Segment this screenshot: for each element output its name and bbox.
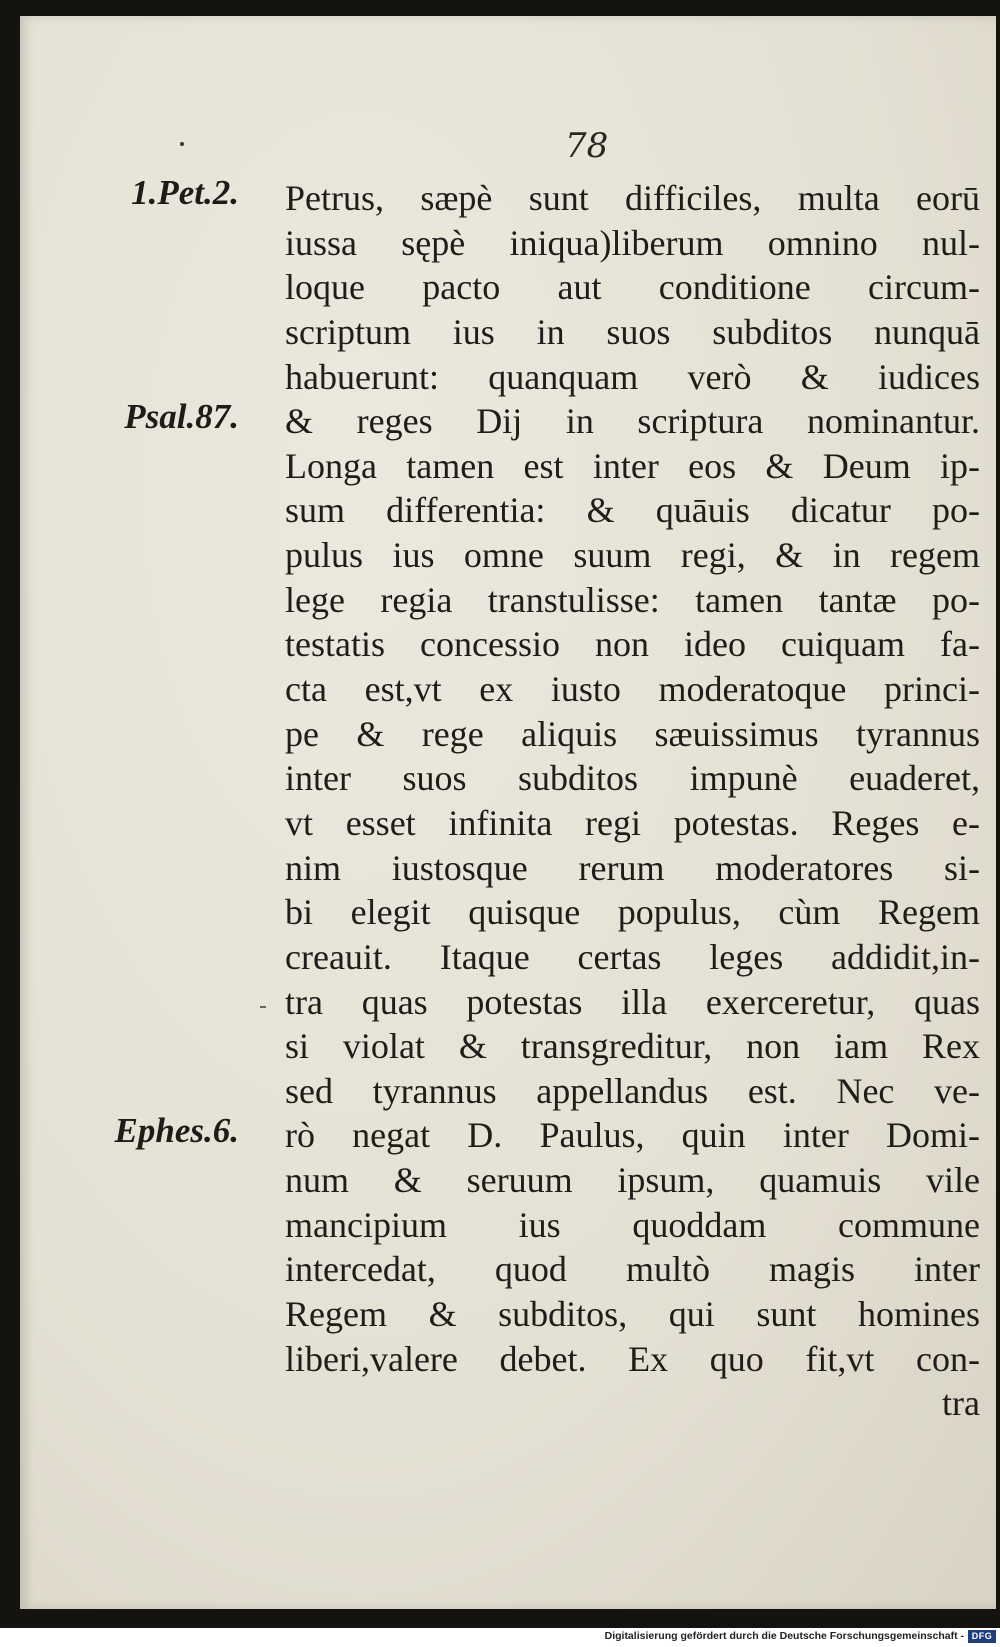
book-page <box>20 16 996 1609</box>
body-text <box>285 176 980 1426</box>
margin-note-ephes: Ephes.6. <box>114 1111 239 1150</box>
text-line: si violat & transgreditur, non iam Rex <box>285 1026 980 1067</box>
text-line: cta est,vt ex iusto moderatoque princi- <box>285 669 980 710</box>
text-line: Regem & subditos, qui sunt homines <box>285 1294 980 1335</box>
text-line: sed tyrannus appellandus est. Nec ve- <box>285 1070 980 1111</box>
footer-credit: Digitalisierung gefördert durch die Deutsche Forschungsgemeinschaft - <box>604 1630 964 1642</box>
text-line: & reges Dij in scriptura nominantur. <box>285 401 980 442</box>
text-line: bi elegit quisque populus, cùm Regem <box>285 892 980 933</box>
text-line: rò negat D. Paulus, quin inter Domi- <box>285 1115 980 1156</box>
text-line: mancipium ius quoddam commune <box>285 1204 980 1245</box>
text-line: tra quas potestas illa exerceretur, quas <box>285 981 980 1022</box>
text-line: lege regia transtulisse: tamen tantæ po- <box>285 579 980 620</box>
text-line: nim iustosque rerum moderatores si- <box>285 847 980 888</box>
dfg-logo: DFG <box>968 1630 996 1643</box>
text-line: liberi,valere debet. Ex quo fit,vt con- <box>285 1338 980 1379</box>
text-line: Longa tamen est inter eos & Deum ip- <box>285 445 980 486</box>
text-line: sum differentia: & quāuis dicatur po- <box>285 490 980 531</box>
text-line: testatis concessio non ideo cuiquam fa- <box>285 624 980 665</box>
text-line: Petrus, sæpè sunt difficiles, multa eorū <box>285 178 980 218</box>
page-number: 78 <box>565 126 609 166</box>
text-line: num & seruum ipsum, quamuis vile <box>285 1160 980 1201</box>
margin-note-1-pet: 1.Pet.2. <box>131 173 239 212</box>
text-line: vt esset infinita regi potestas. Reges e- <box>285 802 980 843</box>
text-line: loque pacto aut conditione circum- <box>285 267 980 308</box>
text-line: iussa sępè iniqua)liberum omnino nul- <box>285 222 980 263</box>
margin-dash <box>260 1006 266 1008</box>
text-line: pulus ius omne suum regi, & in regem <box>285 535 980 576</box>
ink-dot <box>180 142 184 146</box>
text-line: pe & rege aliquis sæuissimus tyrannus <box>285 713 980 754</box>
margin-note-psal: Psal.87. <box>124 397 239 436</box>
text-line: habuerunt: quanquam verò & iudices <box>285 356 980 397</box>
text-line: tra <box>942 1383 980 1424</box>
text-line: scriptum ius in suos subditos nunquā <box>285 311 980 352</box>
text-line: inter suos subditos impunè euaderet, <box>285 758 980 799</box>
text-line: creauit. Itaque certas leges addidit,in- <box>285 936 980 977</box>
text-line: intercedat, quod multò magis inter <box>285 1249 980 1290</box>
